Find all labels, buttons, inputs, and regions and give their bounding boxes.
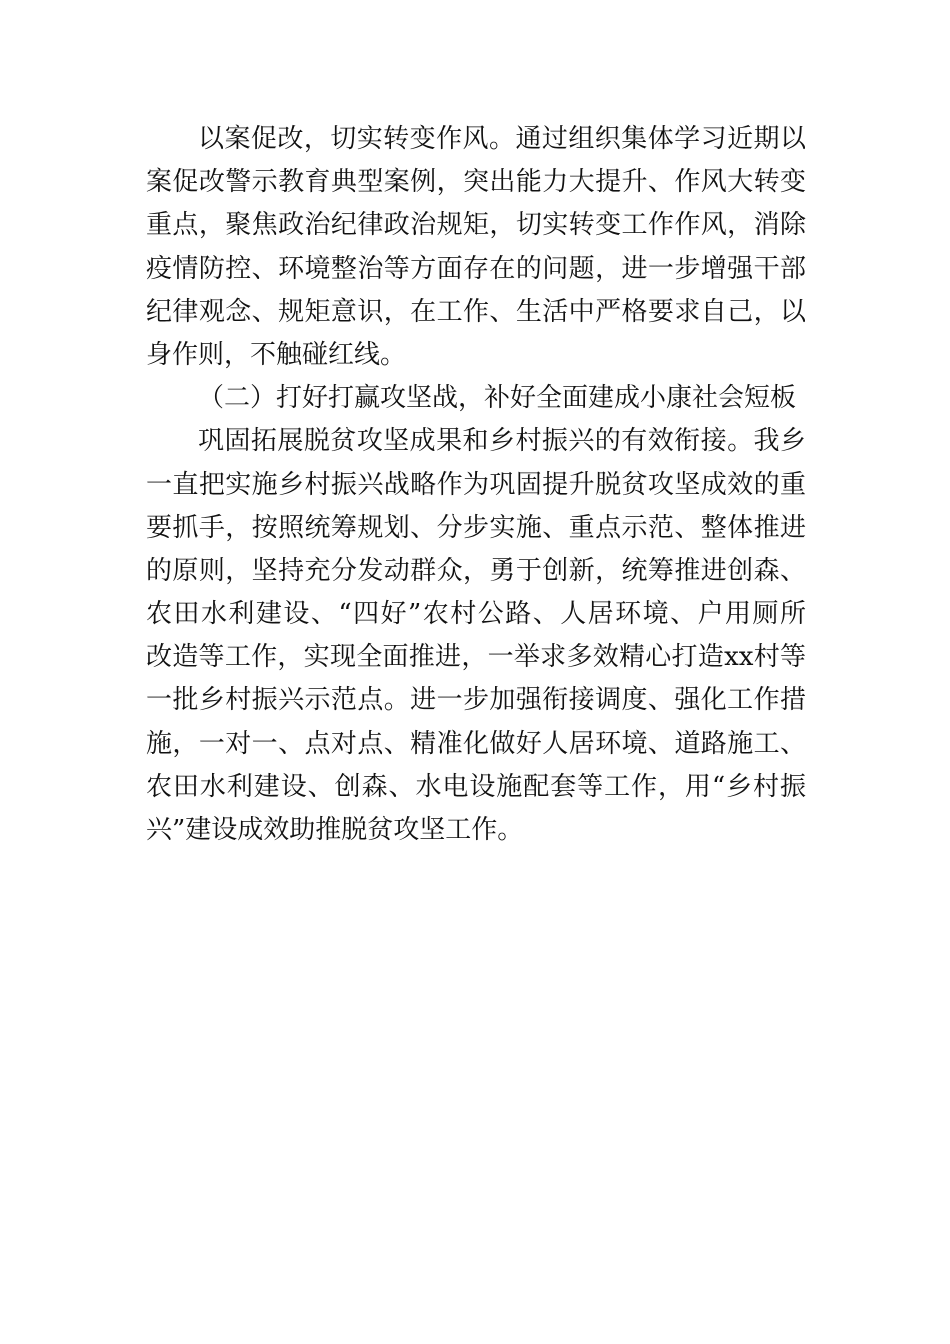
text-line: 一直把实施乡村振兴战略作为巩固提升脱贫攻坚成效的重 [146, 469, 806, 500]
text-line: 纪律观念、规矩意识，在工作、生活中严格要求自己，以 [146, 296, 806, 327]
heading-line: （二）打好打赢攻坚战，补好全面建成小康社会短板 [198, 383, 797, 414]
text-line: 重点，聚焦政治纪律政治规矩，切实转变工作作风，消除 [146, 210, 806, 241]
paragraph-rectification [146, 118, 806, 377]
section-heading [146, 377, 806, 420]
text-line: 巩固拓展脱贫攻坚成果和乡村振兴的有效衔接。我乡 [198, 426, 806, 457]
text-line: 农田水利建设、“四好”农村公路、人居环境、户用厕所 [146, 599, 806, 630]
text-line: 改造等工作，实现全面推进，一举求多效精心打造xx村等 [146, 642, 806, 673]
text-line: 疫情防控、环境整治等方面存在的问题，进一步增强干部 [146, 253, 806, 284]
text-line: 身作则，不触碰红线。 [146, 339, 407, 370]
text-line: 以案促改，切实转变作风。通过组织集体学习近期以 [198, 124, 806, 154]
text-line: 农田水利建设、创森、水电设施配套等工作，用“乡村振 [146, 771, 806, 802]
paragraph-rural-revitalization [146, 420, 806, 852]
text-line: 兴”建设成效助推脱贫攻坚工作。 [146, 815, 524, 845]
document-body [146, 118, 806, 852]
text-line: 要抓手，按照统筹规划、分步实施、重点示范、整体推进 [146, 512, 806, 543]
text-line: 一批乡村振兴示范点。进一步加强衔接调度、强化工作措 [146, 685, 806, 716]
text-line: 的原则，坚持充分发动群众，勇于创新，统筹推进创森、 [146, 555, 806, 586]
text-line: 案促改警示教育典型案例，突出能力大提升、作风大转变 [146, 167, 806, 198]
text-line: 施，一对一、点对点、精准化做好人居环境、道路施工、 [146, 728, 806, 759]
